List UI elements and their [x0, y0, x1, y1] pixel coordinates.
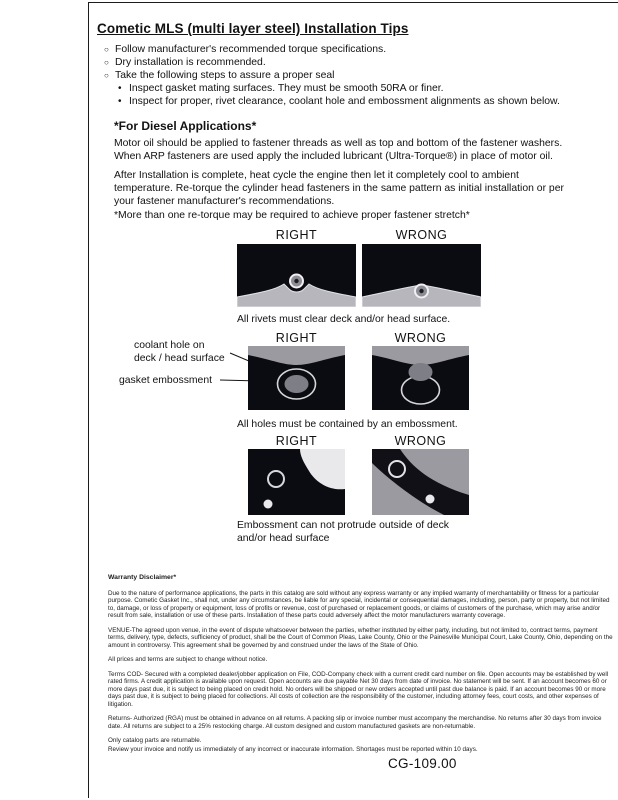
- right-label-embossment: RIGHT: [275, 434, 318, 448]
- caption-rivets: All rivets must clear deck and/or head surface.: [237, 314, 451, 325]
- callout-coolant-line1: coolant hole on: [134, 340, 205, 351]
- tip-text: Inspect gasket mating surfaces. They must be smooth 50RA or finer.: [129, 83, 444, 94]
- page-title: Cometic MLS (multi layer steel) Installation Tips: [97, 21, 409, 36]
- caption-embossment-line2: and/or head surface: [237, 533, 330, 544]
- rivet-center: [294, 279, 298, 283]
- legal-section: [108, 574, 614, 760]
- circle-bullet-icon: ○: [104, 45, 109, 54]
- callout-coolant-hole: [134, 339, 225, 365]
- right-label-holes: RIGHT: [275, 331, 318, 345]
- diesel-paragraph-heat-cycle: After Installation is complete, heat cycle the engine then let it completely cool to ambient temperature. Re-torque the cylinder head fasteners in the same pattern as initial installation or per your fastener manufacturer's recommendations.: [114, 170, 564, 207]
- callout-coolant-line2: deck / head surface: [134, 353, 225, 364]
- figure-hole-wrong-diagram: [372, 346, 469, 410]
- caption-embossment-line1: Embossment can not protrude outside of deck: [237, 520, 449, 531]
- catalog-page-code: CG-109.00: [388, 756, 457, 771]
- wrong-label-rivets: WRONG: [395, 228, 448, 242]
- legal-paragraph-terms: Terms COD- Secured with a completed dealer/jobber application on File, COD-Company check with a current credit card number on file. Open accounts may be established by well rated firms. A credit application is available upon request. Open accounts are due payable Net 30 days from date of invoice. No statement will be sent. If an account becomes 60 or more days past due, it is subject to being placed on credit hold. No orders will be shipped or new orders accepted until past due balance is paid. If an account becomes 90 or more days past due, it is subject to being placed for collections. All costs of collection are the responsibility of the customer, including attorney fees, court costs, and other expenses of litigation.: [108, 670, 609, 708]
- legal-paragraph-catalog: Only catalog parts are returnable.: [108, 737, 202, 744]
- circle-bullet-icon: ○: [104, 71, 109, 80]
- tip-text: Dry installation is recommended.: [115, 57, 266, 68]
- installation-tips-list: [104, 44, 584, 109]
- dot-bullet-icon: •: [118, 83, 122, 94]
- diesel-paragraph-motor-oil: Motor oil should be applied to fastener threads as well as top and bottom of the fastener washers. When ARP fasteners are used apply the included lubricant (Ultra-Torque®) in place of motor oil.: [114, 138, 563, 162]
- callout-gasket-embossment: gasket embossment: [119, 375, 212, 386]
- diesel-applications-heading: *For Diesel Applications*: [114, 119, 257, 133]
- figure-embossment-wrong-diagram: [372, 449, 469, 515]
- figure-rivet-right-diagram: [237, 244, 356, 307]
- circle-bullet-icon: ○: [104, 58, 109, 67]
- warranty-disclaimer-heading: Warranty Disclaimer*: [108, 574, 177, 581]
- legal-paragraph-warranty: Due to the nature of performance applications, the parts in this catalog are sold without any express warranty or any implied warranty of merchantability or fitness for a particular purpose. Cometic Gasket Inc., shall not, under any circumstances, be liable for any special, incidental or consequential damages, including, person, party or property, but not limited to, damage, or loss of property or equipment, loss of profits or revenue, cost of purchased or replacement goods, or claims of customers of the purchase, which may arise and/or result from sale, installation or use of these parts. Installation of these parts could adversely affect the motor manufacturers warranty coverage.: [108, 589, 610, 619]
- list-item: [118, 83, 584, 95]
- bolt-hole: [426, 495, 435, 504]
- legal-paragraph-prices: All prices and terms are subject to change without notice.: [108, 656, 268, 663]
- right-label-rivets: RIGHT: [275, 228, 318, 242]
- legal-paragraph-returns: Returns- Authorized (RGA) must be obtained in advance on all returns. A packing slip or invoice number must accompany the merchandise. No returns after 30 days from invoice date. All returns are subject to a 25% restocking charge. All custom designed and custom manufactured gaskets are non-returnable.: [108, 715, 602, 730]
- caption-holes: All holes must be contained by an embossment.: [237, 419, 458, 430]
- legal-paragraph-invoice: Review your invoice and notify us immediately of any incorrect or inaccurate information. Shortages must be reported within 10 days.: [108, 745, 478, 753]
- legal-paragraph-venue: VENUE-The agreed upon venue, in the event of dispute whatsoever between the parties, whether instituted by either party, including, but not limited to, contract terms, payment terms, delivery, type, defects, sufficiency of product, shall be the Court of Common Pleas, Lake County, Ohio or the Painesville Municipal Court, Lake County, Ohio, depending on the amount in controversy. This agreement shall be governed by and construed under the laws of the State of Ohio.: [108, 626, 613, 649]
- wrong-label-holes: WRONG: [394, 331, 447, 345]
- list-item: [104, 44, 584, 56]
- list-item: [104, 70, 584, 82]
- tip-text: Follow manufacturer's recommended torque specifications.: [115, 44, 387, 55]
- caption-embossment: [237, 519, 449, 545]
- dot-bullet-icon: •: [118, 96, 122, 107]
- figure-hole-right-diagram: [248, 346, 345, 410]
- figure-section: [0, 228, 618, 558]
- list-item: [104, 57, 584, 69]
- wrong-label-embossment: WRONG: [394, 434, 447, 448]
- coolant-hole: [285, 375, 309, 393]
- rivet-center: [419, 289, 423, 293]
- tip-text: Take the following steps to assure a proper seal: [115, 70, 335, 81]
- coolant-hole: [409, 363, 433, 381]
- tip-text: Inspect for proper, rivet clearance, coolant hole and embossment alignments as shown below.: [129, 96, 560, 107]
- figure-embossment-right-diagram: [248, 449, 345, 515]
- figure-rivet-wrong-diagram: [362, 244, 481, 307]
- list-item: [118, 96, 584, 108]
- bolt-hole: [264, 500, 273, 509]
- page-edge-top: [88, 2, 618, 3]
- diesel-paragraph-retorque-note: *More than one re-torque may be required to achieve proper fastener stretch*: [114, 210, 470, 221]
